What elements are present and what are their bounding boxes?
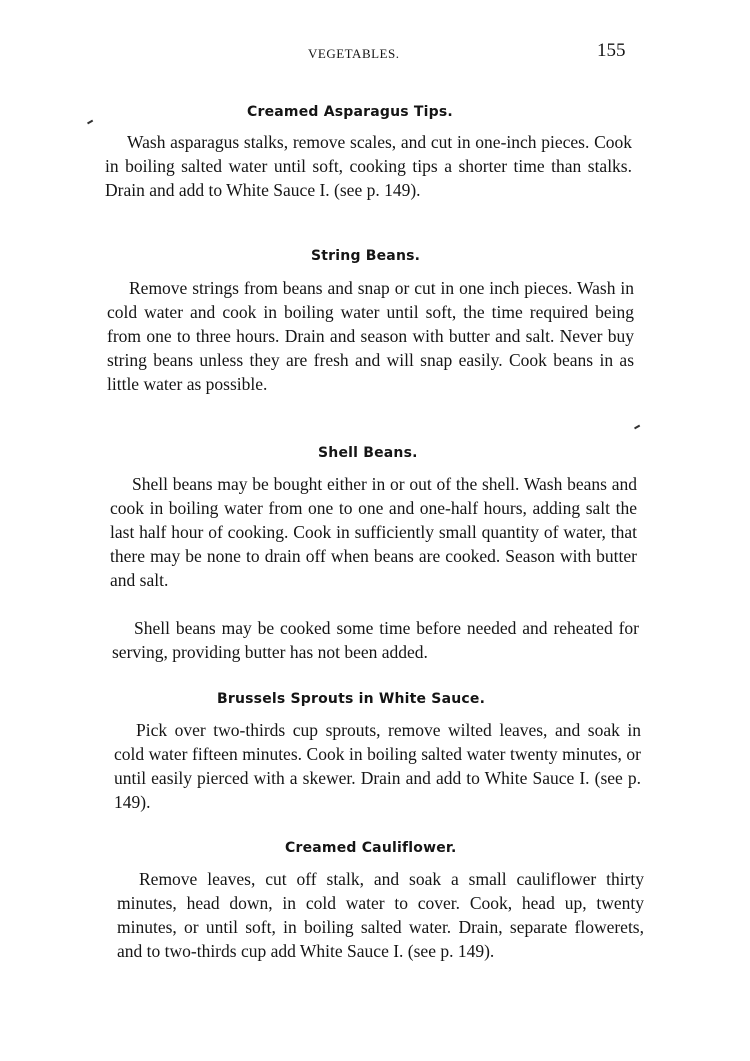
paragraph-text: Remove leaves, cut off stalk, and soak a small cauliflower thirty minutes, head down, in cold water to cover. Cook, head up, twenty minutes, or until soft, in boiling salted water. Drain, separate flowerets, and to two-thirds cup add White Sauce I. (see p. 149). bbox=[117, 869, 644, 961]
stray-mark bbox=[634, 425, 640, 429]
running-head: VEGETABLES. bbox=[308, 46, 400, 61]
recipe-title: Brussels Sprouts in White Sauce. bbox=[217, 691, 486, 707]
page-number: 155 bbox=[597, 40, 626, 61]
recipe-title: Shell Beans. bbox=[318, 445, 418, 461]
paragraph-text: Pick over two-thirds cup sprouts, remove wilted leaves, and soak in cold water fifteen minutes. Cook in boiling salted water twenty minutes, or until easily pierced with a skewer. Drain and add to White Sauce I. (see p. 149). bbox=[114, 720, 641, 812]
recipe-paragraph bbox=[110, 472, 637, 616]
recipe-paragraph bbox=[107, 276, 634, 420]
recipe-paragraph bbox=[112, 616, 639, 688]
paragraph-text: Wash asparagus stalks, remove scales, and cut in one-inch pieces. Cook in boiling salted water until soft, cooking tips a shorter time than stalks. Drain and add to White Sauce I. (see p. 149). bbox=[105, 132, 632, 200]
recipe-paragraph bbox=[117, 867, 644, 987]
stray-mark bbox=[87, 120, 93, 124]
recipe-title: String Beans. bbox=[311, 248, 421, 264]
recipe-title: Creamed Cauliflower. bbox=[285, 840, 457, 856]
recipe-paragraph bbox=[114, 718, 641, 814]
paragraph-text: Remove strings from beans and snap or cut in one inch pieces. Wash in cold water and cook in boiling water until soft, the time required being from one to three hours. Drain and season with butter and salt. Never buy string beans unless they are fresh and will snap easily. Cook beans in as little water as possible. bbox=[107, 278, 634, 394]
paragraph-text: Shell beans may be cooked some time before needed and reheated for serving, providing butter has not been added. bbox=[112, 618, 639, 662]
recipe-paragraph bbox=[105, 130, 632, 226]
paragraph-text: Shell beans may be bought either in or out of the shell. Wash beans and cook in boiling water from one to one and one-half hours, adding salt the last half hour of cooking. Cook in sufficiently small quantity of water, that there may be none to drain off when beans are cooked. Season with butter and salt. bbox=[110, 474, 637, 590]
recipe-title: Creamed Asparagus Tips. bbox=[247, 104, 453, 120]
